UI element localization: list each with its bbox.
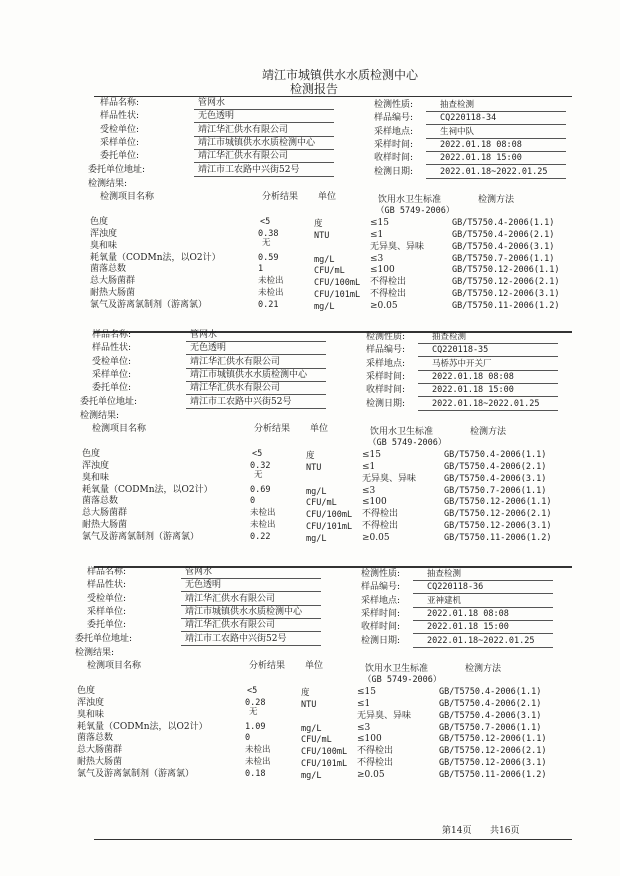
- standard-value: ≤15: [362, 449, 381, 460]
- col-header-method: 检测方法: [470, 426, 507, 437]
- label-receive-time: 收样时间:: [366, 385, 406, 396]
- label-sample-no: 样品编号:: [361, 582, 401, 593]
- item-name: 菌落总数: [82, 496, 119, 507]
- label-entrust: 委托单位:: [100, 151, 140, 162]
- item-name: 总大肠菌群: [82, 508, 128, 519]
- value-entrust: 靖江华汇供水有限公司: [198, 151, 289, 162]
- item-name: 色度: [82, 448, 101, 459]
- section-separator: [94, 566, 572, 568]
- method-value: GB/T5750.12-2006(2.1): [439, 746, 547, 757]
- unit-value: CFU/100mL: [306, 510, 353, 521]
- value-name: 管网水: [198, 98, 226, 108]
- label-sample-no: 样品编号:: [374, 113, 414, 124]
- col-header-standard: 饮用水卫生标准: [370, 426, 434, 437]
- value-underline: [181, 591, 321, 592]
- label-sample-time: 采样时间:: [374, 139, 414, 150]
- method-value: GB/T5750.4-2006(3.1): [444, 473, 547, 484]
- standard-value: 不得检出: [370, 277, 407, 288]
- unit-value: mg/L: [314, 254, 335, 265]
- col-header-result: 分析结果: [262, 191, 299, 202]
- item-name: 耗氧量（CODMn法，以O2计）: [77, 721, 208, 732]
- method-value: GB/T5750.4-2006(2.1): [439, 698, 542, 709]
- standard-value: ≥0.05: [362, 533, 390, 544]
- value-underline: [426, 138, 566, 139]
- col-header-unit: 单位: [305, 660, 324, 671]
- method-value: GB/T5750.12-2006(1.1): [452, 265, 560, 276]
- unit-value: CFU/100mL: [314, 278, 361, 289]
- value-underline: [426, 178, 566, 179]
- label-insp-type: 检测性质:: [374, 100, 414, 110]
- unit-value: CFU/100mL: [301, 747, 348, 758]
- value-name: 管网水: [190, 330, 218, 340]
- col-header-standard: 饮用水卫生标准: [378, 194, 442, 205]
- standard-value: ≤3: [357, 722, 371, 733]
- value-underline: [418, 356, 558, 357]
- method-value: GB/T5750.12-2006(1.1): [444, 497, 552, 508]
- method-value: GB/T5750.4-2006(3.1): [452, 241, 555, 252]
- value-underline: [181, 645, 321, 646]
- label-entrust: 委托单位:: [87, 620, 127, 631]
- unit-value: NTU: [306, 462, 322, 473]
- method-value: GB/T5750.4-2006(1.1): [439, 686, 542, 697]
- value-sample-no: CQ220118-34: [440, 113, 497, 124]
- result-value: 0.38: [258, 228, 279, 239]
- method-value: GB/T5750.4-2006(2.1): [452, 229, 555, 240]
- value-insp-type: 抽查检测: [432, 332, 467, 342]
- standard-value: ≤15: [357, 686, 376, 697]
- value-underline: [186, 341, 326, 342]
- value-underline: [194, 122, 334, 123]
- unit-value: CFU/mL: [306, 498, 337, 509]
- col-header-result: 分析结果: [254, 423, 291, 434]
- standard-value: 不得检出: [370, 289, 407, 300]
- label-sample-name: 样品名称:: [92, 330, 132, 340]
- value-sample-time: 2022.01.18 08:08: [432, 371, 514, 382]
- label-client: 受检单位:: [87, 593, 127, 604]
- method-value: GB/T5750.12-2006(2.1): [444, 509, 552, 520]
- method-value: GB/T5750.12-2006(3.1): [452, 289, 560, 300]
- label-location: 采样地点:: [374, 126, 414, 137]
- standard-value: ≤1: [357, 698, 371, 709]
- result-value: 1.09: [245, 721, 266, 732]
- value-sampler: 靖江市城镇供水水质检测中心: [198, 137, 316, 148]
- unit-value: mg/L: [306, 486, 327, 497]
- value-underline: [186, 408, 326, 409]
- result-value: 无: [262, 237, 271, 248]
- method-value: GB/T5750.12-2006(1.1): [439, 734, 547, 745]
- value-sample-time: 2022.01.18 08:08: [440, 139, 522, 150]
- value-underline: [418, 343, 558, 344]
- value-client: 靖江华汇供水有限公司: [185, 593, 276, 604]
- result-value: 0.32: [250, 460, 271, 471]
- value-location: 亚神建机: [427, 595, 462, 606]
- standard-value: ≤100: [370, 265, 395, 276]
- result-value: 未检出: [245, 745, 271, 756]
- item-name: 氯气及游离氯制剂（游离氯）: [82, 532, 200, 543]
- col-header-standard: 饮用水卫生标准: [365, 663, 429, 674]
- col-header-item: 检测项目名称: [87, 660, 142, 671]
- label-sample-char: 样品性状:: [92, 343, 132, 354]
- value-character: 无色透明: [185, 580, 222, 591]
- standard-value: ≤1: [362, 461, 376, 472]
- header-rule: [94, 96, 572, 97]
- unit-value: CFU/101mL: [306, 522, 353, 533]
- item-name: 色度: [77, 685, 96, 696]
- section-separator: [94, 331, 572, 333]
- col-header-item: 检测项目名称: [100, 191, 155, 202]
- unit-value: mg/L: [301, 723, 322, 734]
- value-entrust-addr: 靖江市工农路中兴街52号: [190, 396, 292, 407]
- value-underline: [186, 381, 326, 382]
- result-value: 未检出: [250, 508, 276, 519]
- value-underline: [186, 368, 326, 369]
- label-sampler: 采样单位:: [100, 137, 140, 148]
- value-receive-time: 2022.01.18 15:00: [427, 622, 509, 633]
- item-name: 总大肠菌群: [77, 745, 123, 756]
- standard-value: 无异臭、异味: [362, 473, 417, 484]
- value-underline: [181, 605, 321, 606]
- result-value: 无: [249, 706, 258, 717]
- report-title: 检测报告: [290, 82, 339, 96]
- label-client: 受检单位:: [92, 356, 132, 367]
- value-location: 生祠中队: [440, 126, 475, 137]
- label-results: 检测结果:: [88, 178, 128, 189]
- standard-value: 不得检出: [362, 509, 399, 520]
- label-location: 采样地点:: [366, 358, 406, 369]
- value-sample-time: 2022.01.18 08:08: [427, 608, 509, 619]
- item-name: 总大肠菌群: [90, 276, 136, 287]
- label-entrust-addr: 委托单位地址:: [80, 396, 138, 407]
- result-value: 未检出: [245, 757, 271, 768]
- value-underline: [418, 396, 558, 397]
- item-name: 臭和味: [90, 240, 118, 251]
- standard-value: ≤1: [370, 229, 384, 240]
- standard-value: ≥0.05: [370, 301, 398, 312]
- item-name: 耗氧量（CODMn法，以O2计）: [90, 252, 221, 263]
- label-sample-name: 样品名称:: [100, 98, 140, 108]
- value-underline: [426, 164, 566, 165]
- label-sample-char: 样品性状:: [100, 111, 140, 122]
- value-sample-no: CQ220118-36: [427, 582, 484, 593]
- label-sample-time: 采样时间:: [361, 608, 401, 619]
- value-underline: [194, 109, 334, 110]
- result-value: <5: [260, 216, 271, 227]
- result-value: 0.59: [258, 252, 279, 263]
- item-name: 耐热大肠菌: [82, 520, 128, 531]
- page-total: 共16页: [490, 826, 520, 836]
- value-underline: [181, 631, 321, 632]
- value-character: 无色透明: [198, 111, 235, 122]
- value-location: 马桥苏中开关厂: [432, 358, 492, 369]
- standard-value: ≤100: [362, 497, 387, 508]
- value-receive-time: 2022.01.18 15:00: [440, 153, 522, 164]
- method-value: GB/T5750.12-2006(3.1): [439, 758, 547, 769]
- label-sample-no: 样品编号:: [366, 345, 406, 356]
- item-name: 浑浊度: [90, 228, 118, 239]
- unit-value: CFU/mL: [301, 735, 332, 746]
- standard-value: ≤3: [370, 253, 384, 264]
- value-underline: [186, 354, 326, 355]
- value-underline: [194, 149, 334, 150]
- result-value: <5: [247, 685, 258, 696]
- method-value: GB/T5750.12-2006(3.1): [444, 521, 552, 532]
- result-value: 0.69: [250, 484, 271, 495]
- value-entrust: 靖江华汇供水有限公司: [185, 620, 276, 631]
- label-test-date: 检测日期:: [374, 166, 414, 177]
- col-header-item: 检测项目名称: [92, 423, 147, 434]
- value-client: 靖江华汇供水有限公司: [190, 356, 281, 367]
- method-value: GB/T5750.4-2006(1.1): [452, 217, 555, 228]
- label-receive-time: 收样时间:: [374, 153, 414, 164]
- unit-value: 度: [301, 687, 310, 698]
- org-title: 靖江市城镇供水水质检测中心: [262, 68, 419, 82]
- label-sample-char: 样品性状:: [87, 580, 127, 591]
- method-value: GB/T5750.4-2006(2.1): [444, 461, 547, 472]
- item-name: 耗氧量（CODMn法，以O2计）: [82, 484, 213, 495]
- method-value: GB/T5750.4-2006(1.1): [444, 449, 547, 460]
- label-test-date: 检测日期:: [361, 635, 401, 646]
- value-underline: [413, 633, 553, 634]
- result-value: 0.21: [258, 300, 279, 311]
- label-location: 采样地点:: [361, 595, 401, 606]
- col-header-standard-code: （GB 5749-2006）: [363, 674, 442, 685]
- value-insp-type: 抽查检测: [427, 569, 462, 579]
- item-name: 耐热大肠菌: [90, 288, 136, 299]
- unit-value: 度: [314, 218, 323, 229]
- item-name: 菌落总数: [90, 264, 127, 275]
- label-client: 受检单位:: [100, 124, 140, 135]
- method-value: GB/T5750.11-2006(1.2): [452, 301, 560, 312]
- value-underline: [418, 410, 558, 411]
- value-sampler: 靖江市城镇供水水质检测中心: [185, 606, 303, 617]
- item-name: 色度: [90, 216, 109, 227]
- label-sample-name: 样品名称:: [87, 567, 127, 577]
- value-underline: [413, 620, 553, 621]
- label-sample-time: 采样时间:: [366, 371, 406, 382]
- method-value: GB/T5750.7-2006(1.1): [444, 485, 547, 496]
- value-character: 无色透明: [190, 343, 227, 354]
- value-underline: [426, 111, 566, 112]
- item-name: 臭和味: [77, 709, 105, 720]
- result-value: 无: [254, 469, 263, 480]
- result-value: 0.28: [245, 697, 266, 708]
- value-sample-no: CQ220118-35: [432, 345, 489, 356]
- label-insp-type: 检测性质:: [366, 332, 406, 342]
- col-header-method: 检测方法: [478, 194, 515, 205]
- value-name: 管网水: [185, 567, 213, 577]
- col-header-unit: 单位: [318, 191, 337, 202]
- value-test-date: 2022.01.18~2022.01.25: [440, 166, 548, 177]
- label-results: 检测结果:: [80, 410, 120, 421]
- value-underline: [413, 580, 553, 581]
- footer-rule: [94, 839, 572, 840]
- result-value: 未检出: [250, 520, 276, 531]
- unit-value: mg/L: [306, 534, 327, 545]
- result-value: 未检出: [258, 288, 284, 299]
- result-value: <5: [252, 448, 263, 459]
- result-value: 未检出: [258, 276, 284, 287]
- result-value: 0.18: [245, 769, 266, 780]
- method-value: GB/T5750.7-2006(1.1): [452, 253, 555, 264]
- unit-value: CFU/101mL: [314, 290, 361, 301]
- col-header-standard-code: （GB 5749-2006）: [376, 205, 455, 216]
- col-header-unit: 单位: [310, 423, 329, 434]
- result-value: 1: [258, 264, 264, 275]
- label-receive-time: 收样时间:: [361, 622, 401, 633]
- item-name: 氯气及游离氯制剂（游离氯）: [77, 769, 195, 780]
- value-test-date: 2022.01.18~2022.01.25: [427, 635, 535, 646]
- unit-value: mg/L: [314, 302, 335, 313]
- standard-value: 不得检出: [362, 521, 399, 532]
- item-name: 浑浊度: [82, 460, 110, 471]
- result-value: 0: [250, 496, 256, 507]
- value-underline: [194, 176, 334, 177]
- value-underline: [186, 394, 326, 395]
- value-sampler: 靖江市城镇供水水质检测中心: [190, 369, 308, 380]
- value-receive-time: 2022.01.18 15:00: [432, 385, 514, 396]
- standard-value: 无异臭、异味: [357, 710, 412, 721]
- value-underline: [181, 578, 321, 579]
- value-insp-type: 抽查检测: [440, 100, 475, 110]
- label-insp-type: 检测性质:: [361, 569, 401, 579]
- standard-value: ≤100: [357, 734, 382, 745]
- standard-value: ≤3: [362, 485, 376, 496]
- unit-value: CFU/mL: [314, 266, 345, 277]
- standard-value: 不得检出: [357, 758, 394, 769]
- unit-value: NTU: [314, 230, 330, 241]
- method-value: GB/T5750.7-2006(1.1): [439, 722, 542, 733]
- standard-value: 不得检出: [357, 746, 394, 757]
- method-value: GB/T5750.11-2006(1.2): [439, 770, 547, 781]
- col-header-standard-code: （GB 5749-2006）: [368, 437, 447, 448]
- item-name: 臭和味: [82, 472, 110, 483]
- standard-value: ≤15: [370, 217, 389, 228]
- unit-value: CFU/101mL: [301, 759, 348, 770]
- unit-value: NTU: [301, 699, 317, 710]
- value-client: 靖江华汇供水有限公司: [198, 124, 289, 135]
- page-number: 第14页: [442, 826, 472, 836]
- method-value: GB/T5750.11-2006(1.2): [444, 533, 552, 544]
- value-underline: [426, 124, 566, 125]
- result-value: 0.22: [250, 532, 271, 543]
- col-header-method: 检测方法: [465, 663, 502, 674]
- standard-value: 无异臭、异味: [370, 241, 425, 252]
- unit-value: mg/L: [301, 771, 322, 782]
- value-entrust-addr: 靖江市工农路中兴街52号: [185, 633, 287, 644]
- label-entrust: 委托单位:: [92, 383, 132, 394]
- value-underline: [194, 136, 334, 137]
- label-test-date: 检测日期:: [366, 398, 406, 409]
- unit-value: 度: [306, 450, 315, 461]
- label-sampler: 采样单位:: [87, 606, 127, 617]
- method-value: GB/T5750.12-2006(2.1): [452, 277, 560, 288]
- label-sampler: 采样单位:: [92, 369, 132, 380]
- method-value: GB/T5750.4-2006(3.1): [439, 710, 542, 721]
- item-name: 耐热大肠菌: [77, 757, 123, 768]
- value-entrust-addr: 靖江市工农路中兴街52号: [198, 164, 300, 175]
- item-name: 菌落总数: [77, 733, 114, 744]
- label-entrust-addr: 委托单位地址:: [75, 633, 133, 644]
- label-entrust-addr: 委托单位地址:: [88, 164, 146, 175]
- value-test-date: 2022.01.18~2022.01.25: [432, 398, 540, 409]
- value-underline: [426, 151, 566, 152]
- value-underline: [194, 162, 334, 163]
- value-entrust: 靖江华汇供水有限公司: [190, 383, 281, 394]
- item-name: 氯气及游离氯制剂（游离氯）: [90, 300, 208, 311]
- standard-value: ≥0.05: [357, 770, 385, 781]
- col-header-result: 分析结果: [249, 660, 286, 671]
- item-name: 浑浊度: [77, 697, 105, 708]
- label-results: 检测结果:: [75, 647, 115, 658]
- value-underline: [413, 593, 553, 594]
- value-underline: [413, 607, 553, 608]
- value-underline: [418, 370, 558, 371]
- result-value: 0: [245, 733, 251, 744]
- value-underline: [418, 383, 558, 384]
- value-underline: [413, 647, 553, 648]
- value-underline: [181, 618, 321, 619]
